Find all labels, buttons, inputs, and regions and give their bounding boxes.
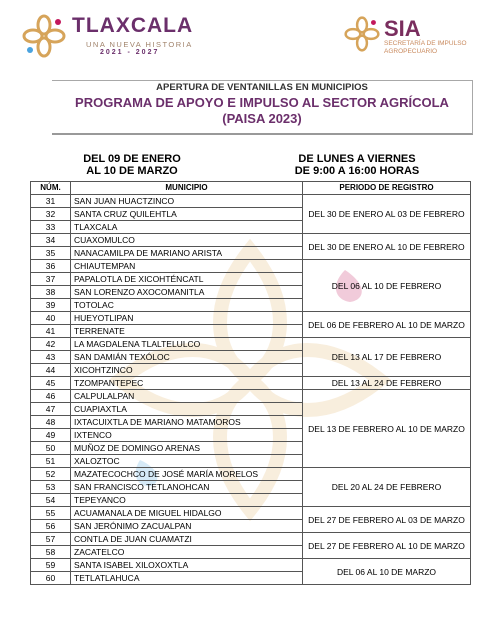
row-number: 46	[31, 390, 71, 403]
row-number: 60	[31, 572, 71, 585]
municipio-name: LA MAGDALENA TLALTELULCO	[71, 338, 303, 351]
municipio-name: IXTACUIXTLA DE MARIANO MATAMOROS	[71, 416, 303, 429]
registration-period: DEL 06 AL 10 DE FEBRERO	[303, 260, 471, 312]
registration-period: DEL 06 AL 10 DE MARZO	[303, 559, 471, 585]
row-number: 40	[31, 312, 71, 325]
registration-period: DEL 30 DE ENERO AL 10 DE FEBRERO	[303, 234, 471, 260]
row-number: 51	[31, 455, 71, 468]
row-number: 36	[31, 260, 71, 273]
municipio-name: IXTENCO	[71, 429, 303, 442]
municipio-name: CUAPIAXTLA	[71, 403, 303, 416]
row-number: 53	[31, 481, 71, 494]
row-number: 34	[31, 234, 71, 247]
row-number: 39	[31, 299, 71, 312]
municipio-name: SAN FRANCISCO TETLANOHCAN	[71, 481, 303, 494]
row-number: 58	[31, 546, 71, 559]
header-municipio: MUNICIPIO	[71, 182, 303, 195]
table-body	[31, 195, 471, 585]
municipio-name: CONTLA DE JUAN CUAMATZI	[71, 533, 303, 546]
registration-table	[30, 181, 471, 585]
row-number: 57	[31, 533, 71, 546]
row-number: 59	[31, 559, 71, 572]
municipio-name: SAN JUAN HUACTZINCO	[71, 195, 303, 208]
municipio-name: CUAXOMULCO	[71, 234, 303, 247]
row-number: 48	[31, 416, 71, 429]
table-row	[31, 338, 471, 351]
row-number: 37	[31, 273, 71, 286]
sia-flower-logo	[344, 16, 380, 52]
row-number: 31	[31, 195, 71, 208]
table-row	[31, 377, 471, 390]
municipio-name: HUEYOTLIPAN	[71, 312, 303, 325]
row-number: 32	[31, 208, 71, 221]
municipio-name: ACUAMANALA DE MIGUEL HIDALGO	[71, 507, 303, 520]
row-number: 43	[31, 351, 71, 364]
municipio-name: TZOMPANTEPEC	[71, 377, 303, 390]
registration-period: DEL 06 DE FEBRERO AL 10 DE MARZO	[303, 312, 471, 338]
program-year: (PAISA 2023)	[222, 111, 302, 126]
row-number: 44	[31, 364, 71, 377]
row-number: 54	[31, 494, 71, 507]
table-header-row	[31, 182, 471, 195]
row-number: 41	[31, 325, 71, 338]
tlaxcala-subtitle: UNA NUEVA HISTORIA	[86, 40, 193, 49]
municipio-name: TOTOLAC	[71, 299, 303, 312]
table-row	[31, 507, 471, 520]
office-days: DE LUNES A VIERNES	[298, 153, 416, 165]
row-number: 38	[31, 286, 71, 299]
table-row	[31, 312, 471, 325]
table-row	[31, 195, 471, 208]
municipio-name: TETLATLAHUCA	[71, 572, 303, 585]
registration-period: DEL 30 DE ENERO AL 03 DE FEBRERO	[303, 195, 471, 234]
row-number: 45	[31, 377, 71, 390]
municipio-name: CALPULALPAN	[71, 390, 303, 403]
sia-subtitle: SECRETARÍA DE IMPULSO AGROPECUARIO	[384, 40, 467, 55]
municipio-name: XALOZTOC	[71, 455, 303, 468]
date-range	[62, 153, 202, 177]
municipio-name: SAN DAMIÁN TEXÓLOC	[71, 351, 303, 364]
municipio-name: PAPALOTLA DE XICOHTÉNCATL	[71, 273, 303, 286]
municipio-name: MAZATECOCHCO DE JOSÉ MARÍA MORELOS	[71, 468, 303, 481]
tlaxcala-years: 2021 - 2027	[100, 49, 160, 56]
municipio-name: TLAXCALA	[71, 221, 303, 234]
registration-period: DEL 13 AL 24 DE FEBRERO	[303, 377, 471, 390]
row-number: 49	[31, 429, 71, 442]
table-row	[31, 559, 471, 572]
row-number: 42	[31, 338, 71, 351]
registration-period: DEL 20 AL 24 DE FEBRERO	[303, 468, 471, 507]
row-number: 55	[31, 507, 71, 520]
banner-heading: APERTURA DE VENTANILLAS EN MUNICIPIOS	[156, 82, 368, 93]
tlaxcala-title: TLAXCALA	[72, 14, 194, 37]
table-row	[31, 390, 471, 403]
municipio-name: SANTA CRUZ QUILEHTLA	[71, 208, 303, 221]
municipio-name: SAN JERÓNIMO ZACUALPAN	[71, 520, 303, 533]
row-number: 52	[31, 468, 71, 481]
header-num: NÚM.	[31, 182, 71, 195]
municipio-name: NANACAMILPA DE MARIANO ARISTA	[71, 247, 303, 260]
row-number: 35	[31, 247, 71, 260]
table-row	[31, 260, 471, 273]
registration-period: DEL 13 AL 17 DE FEBRERO	[303, 338, 471, 377]
registration-period: DEL 13 DE FEBRERO AL 10 DE MARZO	[303, 390, 471, 468]
program-title: PROGRAMA DE APOYO E IMPULSO AL SECTOR AGRÍCOLA	[75, 95, 449, 110]
date-range-start: DEL 09 DE ENERO	[83, 153, 181, 165]
table-row	[31, 533, 471, 546]
row-number: 56	[31, 520, 71, 533]
municipio-name: ZACATELCO	[71, 546, 303, 559]
municipio-name: TERRENATE	[71, 325, 303, 338]
registration-period: DEL 27 DE FEBRERO AL 10 DE MARZO	[303, 533, 471, 559]
table-row	[31, 234, 471, 247]
municipio-name: SAN LORENZO AXOCOMANITLA	[71, 286, 303, 299]
municipio-name: MUÑOZ DE DOMINGO ARENAS	[71, 442, 303, 455]
sia-title: SIA	[384, 16, 421, 41]
office-hours	[282, 153, 432, 177]
registration-period: DEL 27 DE FEBRERO AL 03 DE MARZO	[303, 507, 471, 533]
municipio-name: TEPEYANCO	[71, 494, 303, 507]
date-range-end: AL 10 DE MARZO	[86, 165, 178, 177]
row-number: 50	[31, 442, 71, 455]
municipio-name: CHIAUTEMPAN	[71, 260, 303, 273]
office-time: DE 9:00 A 16:00 HORAS	[294, 165, 420, 177]
municipio-name: SANTA ISABEL XILOXOXTLA	[71, 559, 303, 572]
header-periodo: PERIODO DE REGISTRO	[303, 182, 471, 195]
table-row	[31, 468, 471, 481]
row-number: 33	[31, 221, 71, 234]
municipio-name: XICOHTZINCO	[71, 364, 303, 377]
tlaxcala-flower-logo	[22, 14, 66, 58]
row-number: 47	[31, 403, 71, 416]
